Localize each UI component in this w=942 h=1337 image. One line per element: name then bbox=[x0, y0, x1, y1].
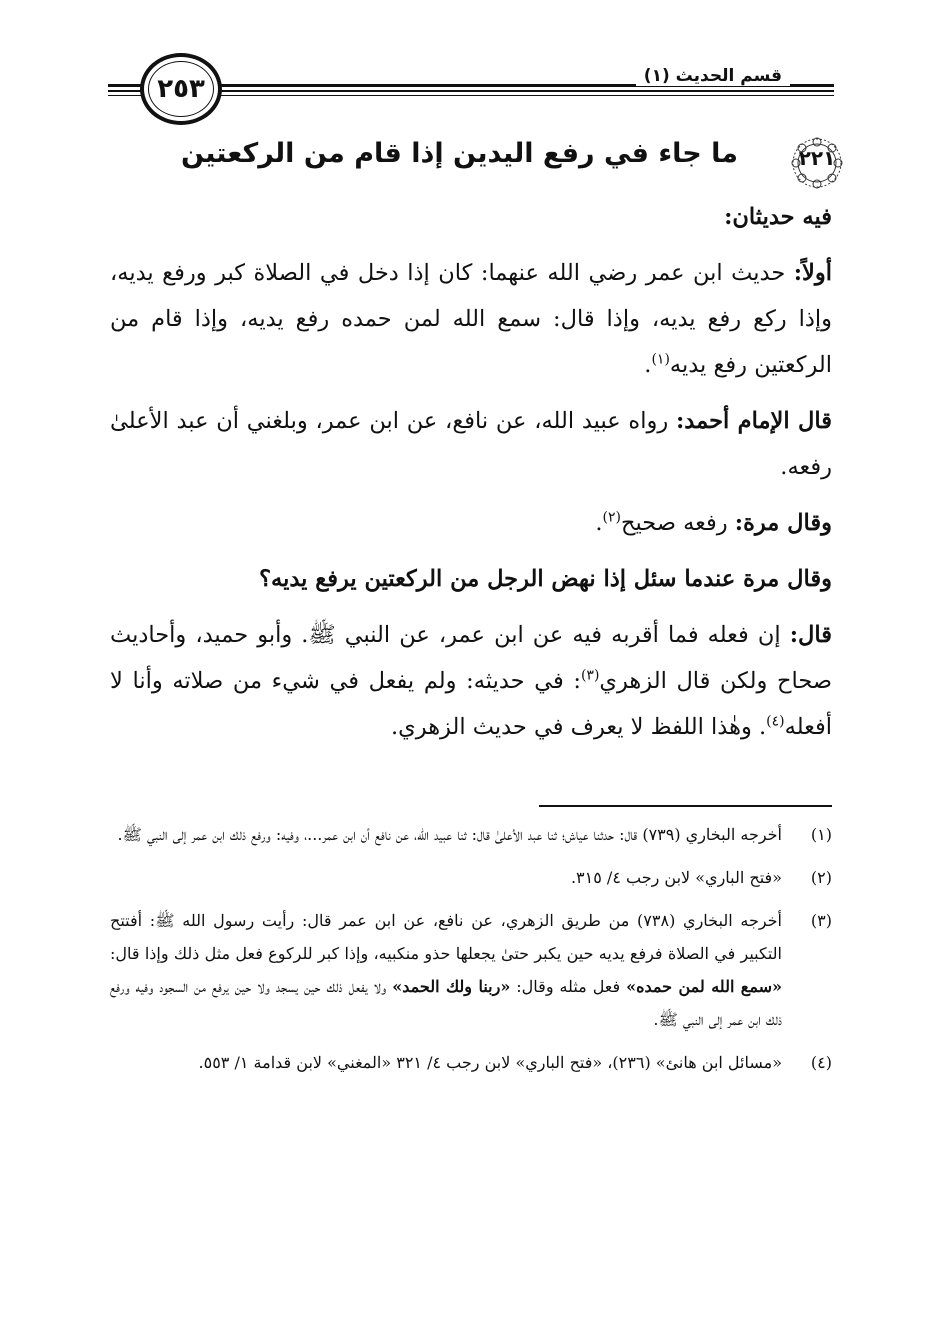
paragraph-text: . وهٰذا اللفظ لا يعرف في حديث الزهري. bbox=[391, 714, 767, 740]
footnote bbox=[110, 818, 832, 851]
chapter-title: ما جاء في رفع اليدين إذا قام من الركعتين bbox=[180, 138, 738, 169]
paragraph-5 bbox=[110, 612, 832, 750]
main-text bbox=[110, 194, 832, 760]
chapter-number: ٢٢١ bbox=[798, 146, 836, 170]
paragraph-text: : في حديثه: ولم يفعل في شيء من صلاته وأنا لا أفعله bbox=[110, 668, 832, 740]
footnote-number: (٣) bbox=[810, 911, 832, 930]
footnote-ref: (٤) bbox=[766, 713, 785, 730]
footnote-separator bbox=[539, 805, 832, 807]
paragraph-text: . bbox=[644, 352, 652, 378]
intro-heading: فيه حديثان: bbox=[724, 204, 832, 230]
paragraph-text: حديث ابن عمر رضي الله عنهما: كان إذا دخل في الصلاة كبر ورفع يديه، وإذا ركع رفع يديه، وإذا قال: سمع الله لمن حمده رفع يديه، وإذا قام من الركعتين رفع يديه bbox=[110, 260, 832, 378]
footnote bbox=[110, 904, 832, 1036]
paragraph-2 bbox=[110, 398, 832, 490]
footnote-number: (٤) bbox=[810, 1053, 832, 1072]
paragraph-lead: وقال مرة عندما سئل إذا نهض الرجل من الركعتين يرفع يديه؟ bbox=[259, 566, 832, 592]
paragraph-3 bbox=[110, 500, 832, 546]
paragraph-lead: وقال مرة: bbox=[734, 510, 832, 536]
paragraph-1 bbox=[110, 250, 832, 388]
footnote-number: (٢) bbox=[810, 868, 832, 887]
footnote-text: «مسائل ابن هانئ» (٢٣٦)، «فتح الباري» لابن رجب ٤/ ٣٢١ «المغني» لابن قدامة ١/ ٥٥٣. bbox=[198, 1053, 782, 1072]
footnote-text: أخرجه البخاري (٧٣٩) قال: حدثنا عياش؛ ثنا عبد الأعلىٰ قال: ثنا عبيد الله، عن نافع أن ابن عمر...، وفيه: ورفع ذلك ابن عمر إلى النبي ﷺ. bbox=[117, 825, 782, 844]
paragraph-text: . bbox=[595, 510, 603, 536]
paragraph-text: إن فعله فما أقربه فيه عن ابن عمر، عن النبي ﷺ. وأبو حميد، وأحاديث صحاح ولكن قال الزهري bbox=[110, 622, 832, 694]
footnote-number: (١) bbox=[810, 825, 832, 844]
footnote bbox=[110, 861, 832, 894]
footnote-text: «فتح الباري» لابن رجب ٤/ ٣١٥. bbox=[570, 868, 782, 887]
footnote bbox=[110, 1046, 832, 1079]
footnote-ref: (٢) bbox=[602, 509, 621, 526]
intro-paragraph bbox=[110, 194, 832, 240]
footnote-text: أخرجه البخاري (٧٣٨) من طريق الزهري، عن نافع، عن ابن عمر قال: رأيت رسول الله ﷺ: أفتتح التكبير في الصلاة فرفع يديه حين يكبر حتىٰ يجعلها حذو منكبيه، وإذا كبر للركوع فعل مثل ذلك وإذا قال: bbox=[110, 911, 783, 963]
paragraph-4 bbox=[110, 556, 832, 602]
footnote-ref: (٣) bbox=[580, 667, 600, 684]
paragraph-text: رفعه صحيح bbox=[620, 510, 728, 536]
paragraph-lead: قال الإمام أحمد: bbox=[675, 408, 832, 434]
page-number: ٢٥٣ bbox=[140, 53, 222, 125]
paragraph-lead: أولاً: bbox=[793, 260, 833, 286]
running-head: قسم الحديث (١) bbox=[636, 66, 790, 86]
footnote-quote: «ربنا ولك الحمد» bbox=[392, 977, 511, 996]
paragraph-lead: قال: bbox=[789, 622, 833, 648]
footnote-text: فعل مثله وقال: bbox=[516, 977, 621, 996]
footnote-quote: «سمع الله لمن حمده» bbox=[626, 977, 782, 996]
footnote-text: ولا يفعل ذلك حين يسجد ولا حين يرفع من السجود وفيه ورفع ذلك ابن عمر إلى النبي ﷺ. bbox=[110, 977, 782, 1029]
paragraph-text: رواه عبيد الله، عن نافع، عن ابن عمر، وبلغني أن عبد الأعلىٰ رفعه. bbox=[110, 408, 832, 480]
footnotes bbox=[110, 818, 832, 1089]
footnote-ref: (١) bbox=[651, 351, 670, 368]
